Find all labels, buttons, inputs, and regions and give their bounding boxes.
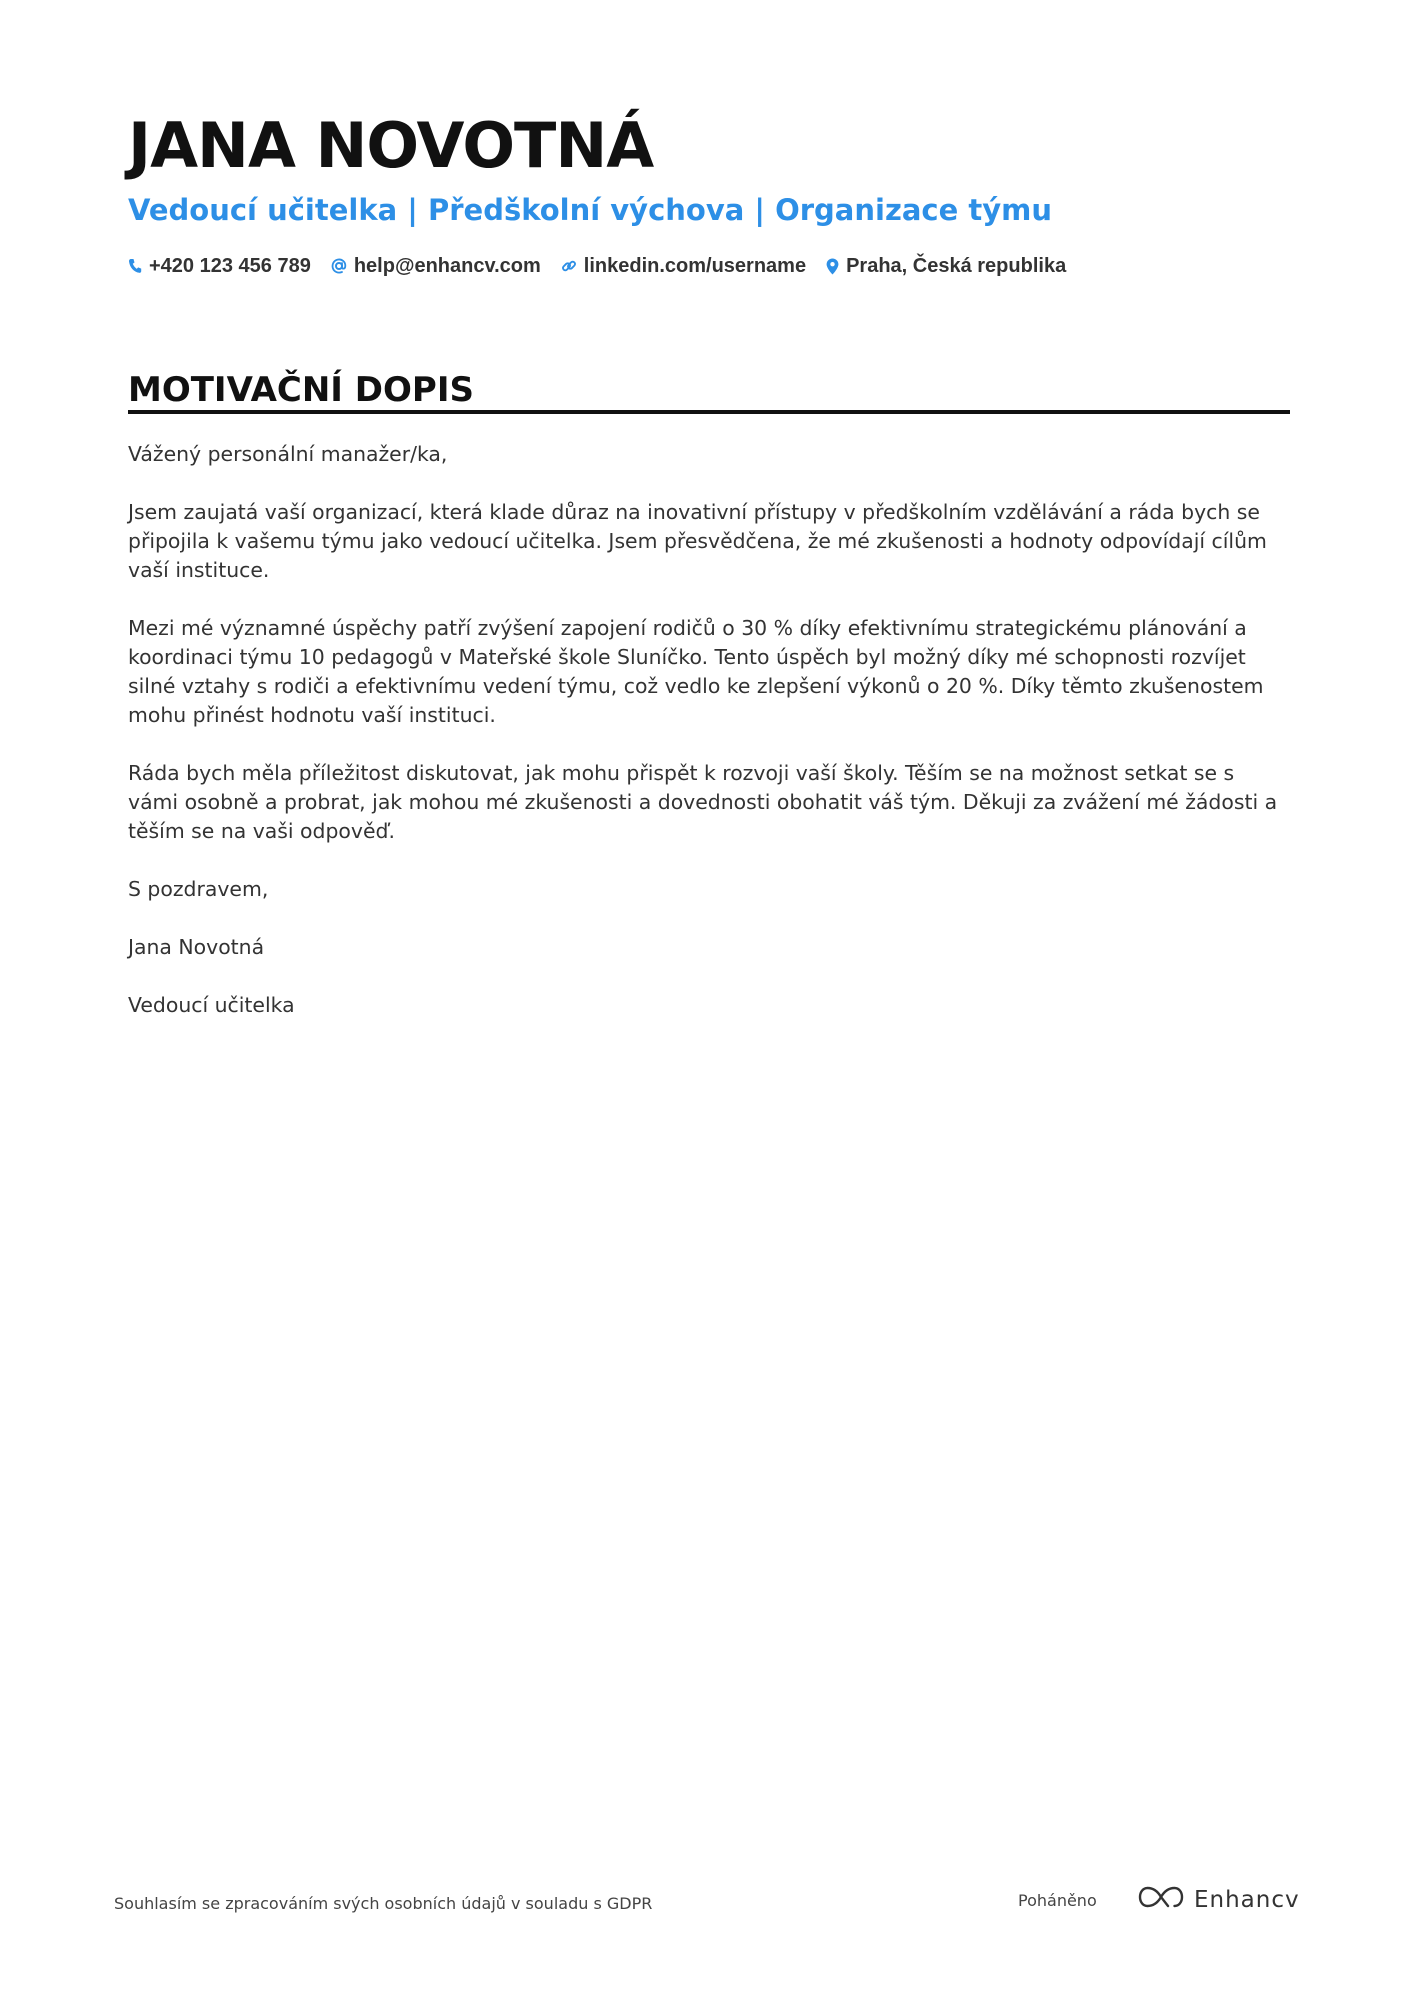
letter-paragraph: Ráda bych měla příležitost diskutovat, jak mohu přispět k rozvoji vaší školy. Těším se na možnost setkat se s vámi osobně a probrat, jak mohou mé zkušenosti a dovednosti obohatit váš tým. Děkuji za zvážení mé žádosti a těším se na vaši odpověď. — [128, 761, 1278, 843]
candidate-name: JANA NOVOTNÁ — [128, 109, 654, 182]
contact-phone — [128, 252, 311, 280]
letter-greeting: Vážený personální manažer/ka, — [128, 442, 448, 466]
section-divider — [128, 410, 1290, 414]
letter-paragraph: Jsem zaujatá vaší organizací, která klade důraz na inovativní přístupy v předškolním vzdělávání a ráda bych se připojila k vašemu týmu jako vedoucí učitelka. Jsem přesvědčena, že mé zkušenosti a hodnoty odpovídají cílům vaší instituce. — [128, 500, 1267, 582]
enhancv-wordmark: Enhancv — [1194, 1886, 1300, 1913]
link-icon — [561, 258, 577, 274]
at-icon — [331, 258, 347, 274]
location-pin-icon — [826, 258, 839, 275]
gdpr-consent-text: Souhlasím se zpracováním svých osobních údajů v souladu s GDPR — [114, 1894, 653, 1913]
contact-location — [826, 252, 1066, 280]
signature-name: Jana Novotná — [128, 935, 265, 959]
enhancv-logo[interactable] — [1138, 1885, 1300, 1914]
linkedin-text: linkedin.com/username — [583, 255, 807, 277]
signature-title: Vedoucí učitelka — [128, 993, 295, 1017]
phone-text: +420 123 456 789 — [149, 255, 311, 277]
letter-closing: S pozdravem, — [128, 877, 269, 901]
letter-paragraph: Mezi mé významné úspěchy patří zvýšení zapojení rodičů o 30 % díky efektivnímu strategickému plánování a koordinaci týmu 10 pedagogů v Mateřské škole Sluníčko. Tento úspěch byl možný díky mé schopnosti rozvíjet silné vztahy s rodiči a efektivnímu vedení týmu, což vedlo ke zlepšení výkonů o 20 %. Díky těmto zkušenostem mohu přinést hodnotu vaší instituci. — [128, 616, 1264, 727]
enhancv-logo-icon — [1138, 1885, 1184, 1914]
candidate-headline: Vedoucí učitelka | Předškolní výchova | Organizace týmu — [128, 193, 1052, 227]
contact-linkedin[interactable] — [561, 252, 806, 280]
location-text: Praha, Česká republika — [846, 255, 1067, 277]
letter-body — [128, 440, 1290, 1049]
contact-email[interactable] — [331, 252, 541, 280]
email-text: help@enhancv.com — [353, 255, 541, 277]
powered-by-label: Poháněno — [1018, 1891, 1097, 1910]
section-title: MOTIVAČNÍ DOPIS — [128, 370, 474, 410]
contact-info-row — [128, 252, 1066, 280]
phone-icon — [128, 258, 142, 274]
